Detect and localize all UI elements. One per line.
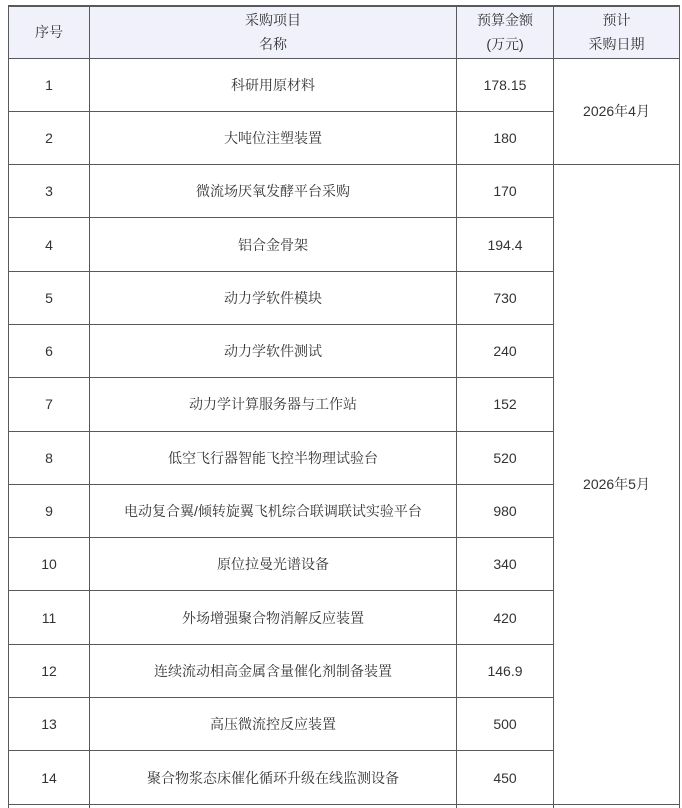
project-name-cell: 高压微流控反应装置 [90, 698, 457, 751]
row-index-cell: 12 [9, 644, 90, 697]
budget-cell: 180 [457, 111, 554, 164]
row-index-cell [9, 804, 90, 808]
table-body [9, 58, 680, 808]
row-index-cell: 1 [9, 58, 90, 111]
procurement-table [8, 5, 680, 808]
project-name-cell: 电动复合翼/倾转旋翼飞机综合联调联试实验平台 [90, 484, 457, 537]
budget-cell: 340 [457, 538, 554, 591]
project-name-cell: 动力学软件模块 [90, 271, 457, 324]
budget-cell: 152 [457, 378, 554, 431]
project-name-cell: 连续流动相高金属含量催化剂制备装置 [90, 644, 457, 697]
header-index: 序号 [9, 6, 90, 58]
row-index-cell: 11 [9, 591, 90, 644]
project-name-cell: 微流场厌氧发酵平台采购 [90, 165, 457, 218]
project-name-cell: 聚合物浆态床催化循环升级在线监测设备 [90, 751, 457, 804]
row-index-cell: 10 [9, 538, 90, 591]
row-index-cell: 4 [9, 218, 90, 271]
budget-cell [457, 804, 554, 808]
header-date [554, 6, 680, 58]
row-index-cell: 5 [9, 271, 90, 324]
table-header [9, 6, 680, 58]
date-cell-april: 2026年4月 [554, 58, 680, 165]
budget-cell: 170 [457, 165, 554, 218]
project-name-cell: 外场增强聚合物消解反应装置 [90, 591, 457, 644]
budget-cell: 450 [457, 751, 554, 804]
project-name-cell: 大吨位注塑装置 [90, 111, 457, 164]
budget-cell: 420 [457, 591, 554, 644]
project-name-cell: 动力学软件测试 [90, 324, 457, 377]
date-cell-may: 2026年5月 [554, 165, 680, 805]
budget-cell: 240 [457, 324, 554, 377]
project-name-cell: 铝合金骨架 [90, 218, 457, 271]
header-date-line2: 采购日期 [588, 36, 645, 53]
project-name-cell [90, 804, 457, 808]
header-date-line1: 预计 [602, 12, 631, 29]
row-index-cell: 13 [9, 698, 90, 751]
header-budget-line1: 预算金额 [477, 12, 533, 29]
header-project-name-line2: 名称 [259, 36, 287, 53]
row-index-cell: 8 [9, 431, 90, 484]
header-budget [457, 6, 554, 58]
header-budget-line2: (万元) [486, 36, 524, 53]
row-index-cell: 9 [9, 484, 90, 537]
row-index-cell: 2 [9, 111, 90, 164]
budget-cell: 500 [457, 698, 554, 751]
header-project-name [90, 6, 457, 58]
budget-cell: 730 [457, 271, 554, 324]
budget-cell: 194.4 [457, 218, 554, 271]
budget-cell: 980 [457, 484, 554, 537]
header-project-name-line1: 采购项目 [245, 12, 301, 29]
table-row [9, 165, 680, 218]
row-index-cell: 3 [9, 165, 90, 218]
date-cell [554, 804, 680, 808]
project-name-cell: 动力学计算服务器与工作站 [90, 378, 457, 431]
project-name-cell: 原位拉曼光谱设备 [90, 538, 457, 591]
table-row-clipped [9, 804, 680, 808]
project-name-cell: 科研用原材料 [90, 58, 457, 111]
budget-cell: 178.15 [457, 58, 554, 111]
row-index-cell: 7 [9, 378, 90, 431]
header-row [9, 6, 680, 58]
row-index-cell: 14 [9, 751, 90, 804]
budget-cell: 520 [457, 431, 554, 484]
row-index-cell: 6 [9, 324, 90, 377]
budget-cell: 146.9 [457, 644, 554, 697]
table-row [9, 58, 680, 111]
project-name-cell: 低空飞行器智能飞控半物理试验台 [90, 431, 457, 484]
